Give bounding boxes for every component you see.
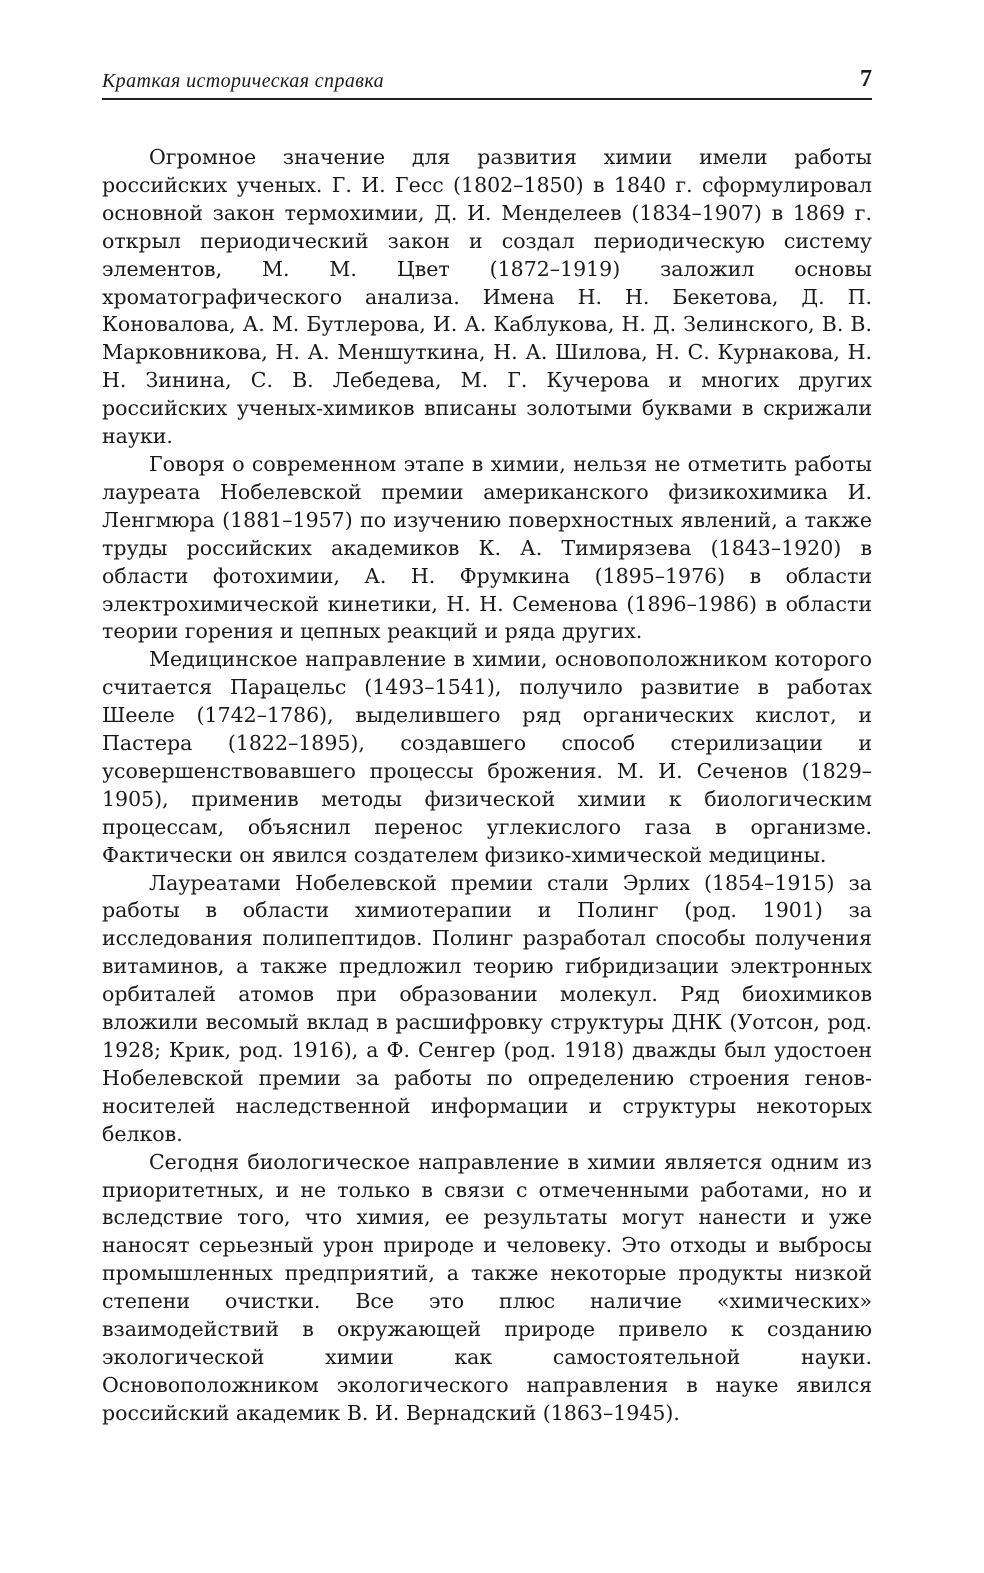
running-head (102, 66, 872, 100)
paragraph-ecological-chemistry: Сегодня биологическое направление в химии является одним из приоритетных, и не только в связи с отмеченными работами, но и вследствие того, что химия, ее результаты могут нанести и уже наносят серьезный урон природе и человеку. Это отходы и выбросы промышленных предприятий, а также некоторые продукты низкой степени очистки. Все это плюс наличие «химических» взаимодействий в окружающей природе привело к созданию экологической химии как самостоятельной науки. Основоположником экологического направления в науке явился российский академик В. И. Вернадский (1863–1945). (102, 1149, 872, 1425)
paragraph-nobel-laureates: Лауреатами Нобелевской премии стали Эрлих (1854–1915) за работы в области химиотерапии и Полинг (род. 1901) за исследования полипептидов. Полинг разработал способы получения витаминов, а также предложил теорию гибридизации электронных орбиталей атомов при образовании молекул. Ряд биохимиков вложили весомый вклад в расшифровку структуры ДНК (Уотсон, род. 1928; Крик, род. 1916), а Ф. Сенгер (род. 1918) дважды был удостоен Нобелевской премии за работы по определению строения генов-носителей наследственной информации и структуры некоторых белков. (102, 870, 872, 1146)
paragraph-russian-scientists: Огромное значение для развития химии имели работы российских ученых. Г. И. Гесс (1802–1850) в 1840 г. сформулировал основной закон термохимии, Д. И. Менделеев (1834–1907) в 1869 г. открыл периодический закон и создал периодическую систему элементов, М. М. Цвет (1872–1919) заложил основы хроматографического анализа. Имена Н. Н. Бекетова, Д. П. Коновалова, А. М. Бутлерова, И. А. Каблукова, Н. Д. Зелинского, В. В. Марковникова, Н. А. Меншуткина, Н. А. Шилова, Н. С. Курнакова, Н. Н. Зинина, С. В. Лебедева, М. Г. Кучерова и многих других российских ученых-химиков вписаны золотыми буквами в скрижали науки. (102, 145, 872, 449)
running-title: Краткая историческая справка (102, 70, 385, 92)
paragraph-modern-stage: Говоря о современном этапе в химии, нельзя не отметить работы лауреата Нобелевской премии американского физикохимика И. Ленгмюра (1881–1957) по изучению поверхностных явлений, а также труды российских академиков К. А. Тимирязева (1843–1920) в области фотохимии, А. Н. Фрумкина (1895–1976) в области электрохимической кинетики, Н. Н. Семенова (1896–1986) в области теории горения и цепных реакций и ряда других. (102, 451, 872, 644)
paragraph-medical-chemistry: Медицинское направление в химии, основоположником которого считается Парацельс (1493–1541), получило развитие в работах Шееле (1742–1786), выделившего ряд органических кислот, и Пастера (1822–1895), создавшего способ стерилизации и усовершенствовавшего процессы брожения. М. И. Сеченов (1829–1905), применив методы физической химии к биологическим процессам, объяснил перенос углекислого газа в организме. Фактически он явился создателем физико-химической медицины. (102, 647, 872, 867)
body-text (102, 144, 872, 1428)
page-number: 7 (860, 66, 872, 92)
